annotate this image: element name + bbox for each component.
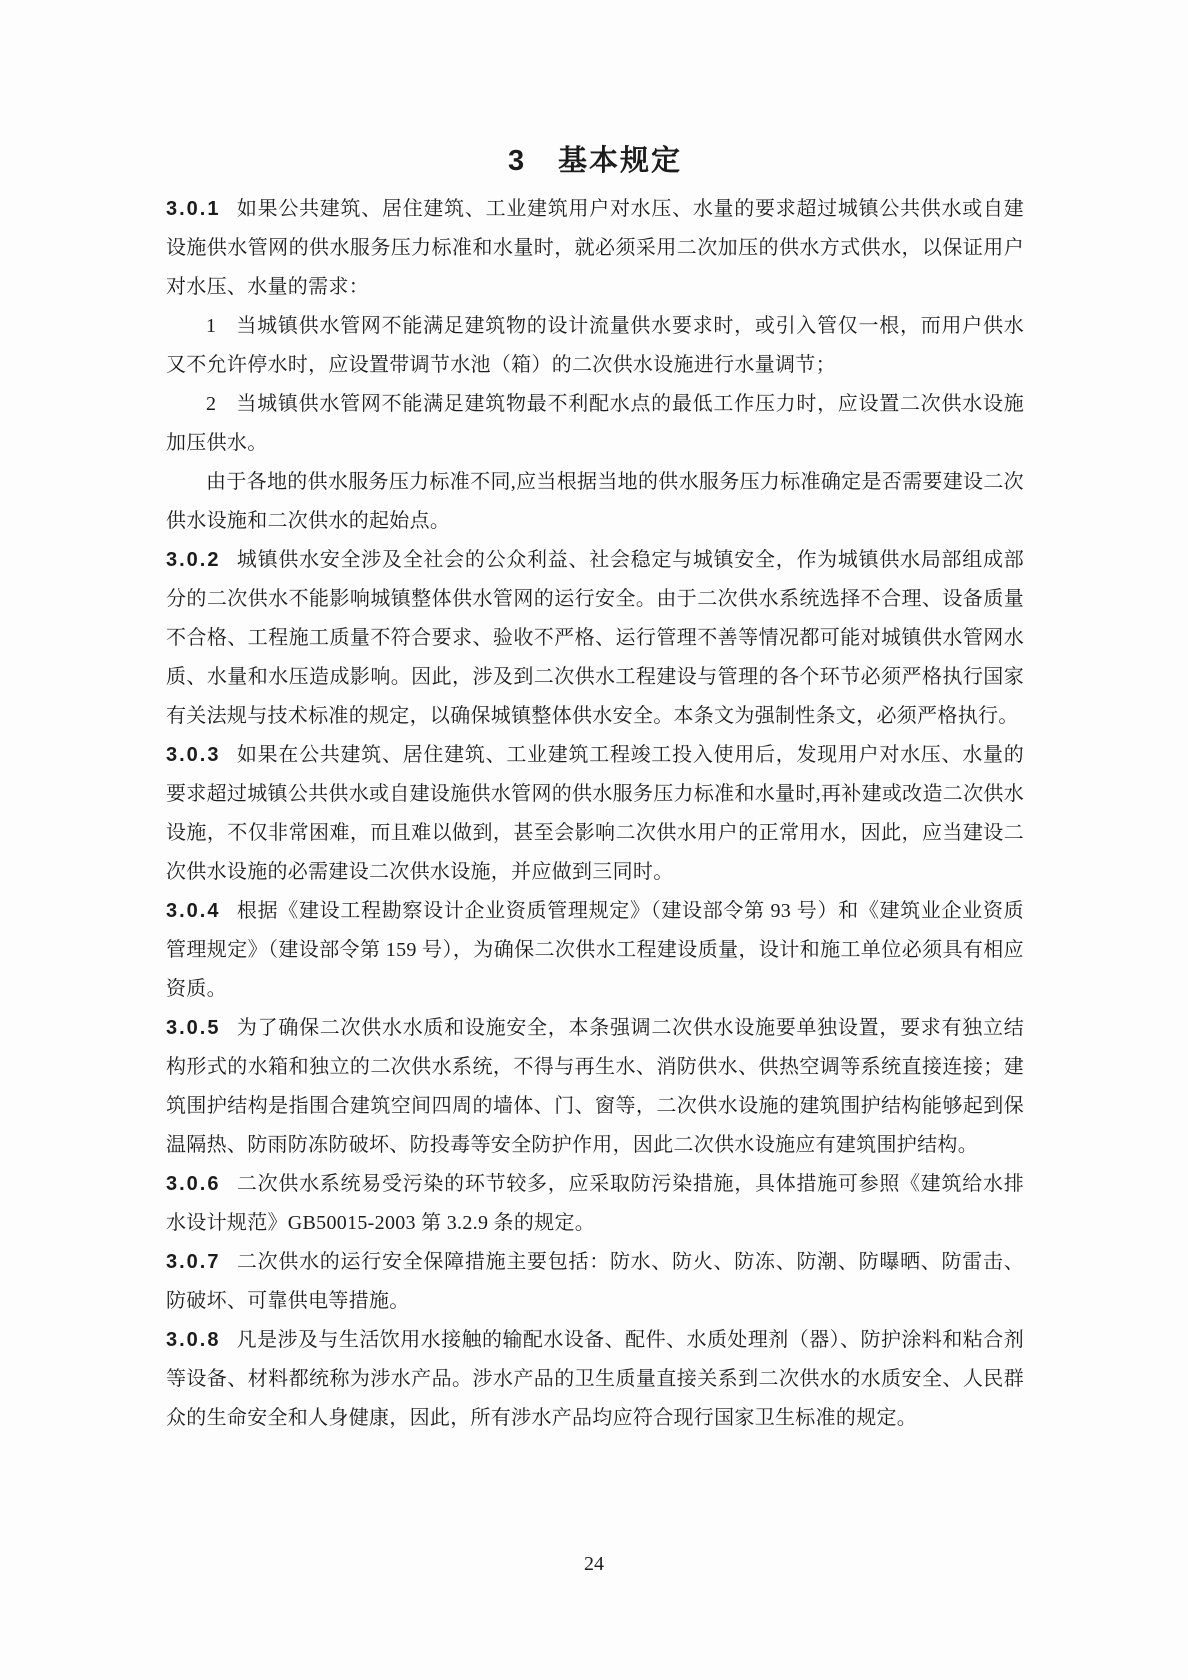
clause-3-0-5	[166, 1009, 1024, 1165]
clause-text: 如果公共建筑、居住建筑、工业建筑用户对水压、水量的要求超过城镇公共供水或自建设施供水管网的供水服务压力标准和水量时，就必须采用二次加压的供水方式供水，以保证用户对水压、水量的需求：	[166, 198, 1024, 298]
clause-text: 为了确保二次供水水质和设施安全，本条强调二次供水设施要单独设置，要求有独立结构形式的水箱和独立的二次供水系统，不得与再生水、消防供水、供热空调等系统直接连接；建筑围护结构是指围合建筑空间四周的墙体、门、窗等，二次供水设施的建筑围护结构能够起到保温隔热、防雨防冻防破坏、防投毒等安全防护作用，因此二次供水设施应有建筑围护结构。	[166, 1017, 1024, 1156]
clause-number: 3.0.2	[166, 549, 221, 571]
explanatory-paragraph	[166, 463, 1024, 541]
page-number: 24	[584, 1553, 604, 1575]
clause-3-0-4	[166, 892, 1024, 1009]
clause-3-0-2	[166, 541, 1024, 736]
clause-number: 3.0.4	[166, 900, 221, 922]
clause-text: 二次供水系统易受污染的环节较多，应采取防污染措施，具体措施可参照《建筑给水排水设计规范》GB50015-2003 第 3.2.9 条的规定。	[166, 1173, 1024, 1234]
subitem-1	[166, 307, 1024, 385]
clause-3-0-3	[166, 736, 1024, 892]
clause-number: 3.0.7	[166, 1251, 221, 1273]
clause-text: 如果在公共建筑、居住建筑、工业建筑工程竣工投入使用后，发现用户对水压、水量的要求超过城镇公共供水或自建设施供水管网的供水服务压力标准和水量时,再补建或改造二次供水设施，不仅非常困难，而且难以做到，甚至会影响二次供水用户的正常用水，因此，应当建设二次供水设施的必需建设二次供水设施，并应做到三同时。	[166, 744, 1024, 883]
clause-3-0-6	[166, 1165, 1024, 1243]
subitem-text: 当城镇供水管网不能满足建筑物的设计流量供水要求时，或引入管仅一根，而用户供水又不允许停水时，应设置带调节水池（箱）的二次供水设施进行水量调节；	[166, 315, 1024, 376]
clause-text: 城镇供水安全涉及全社会的公众利益、社会稳定与城镇安全，作为城镇供水局部组成部分的二次供水不能影响城镇整体供水管网的运行安全。由于二次供水系统选择不合理、设备质量不合格、工程施工质量不符合要求、验收不严格、运行管理不善等情况都可能对城镇供水管网水质、水量和水压造成影响。因此，涉及到二次供水工程建设与管理的各个环节必须严格执行国家有关法规与技术标准的规定，以确保城镇整体供水安全。本条文为强制性条文，必须严格执行。	[166, 549, 1024, 727]
page-title	[166, 140, 1024, 182]
subitem-number: 2	[206, 393, 216, 415]
paragraph-text: 由于各地的供水服务压力标准不同,应当根据当地的供水服务压力标准确定是否需要建设二次供水设施和二次供水的起始点。	[166, 471, 1024, 532]
clause-3-0-1	[166, 190, 1024, 307]
page-content	[166, 140, 1024, 1438]
subitem-number: 1	[206, 315, 216, 337]
clause-number: 3.0.1	[166, 198, 221, 220]
clause-number: 3.0.5	[166, 1017, 221, 1039]
clause-number: 3.0.3	[166, 744, 221, 766]
clause-text: 二次供水的运行安全保障措施主要包括：防水、防火、防冻、防潮、防曝晒、防雷击、防破坏、可靠供电等措施。	[166, 1251, 1024, 1312]
chapter-number: 3	[507, 145, 527, 177]
subitem-text: 当城镇供水管网不能满足建筑物最不利配水点的最低工作压力时，应设置二次供水设施加压供水。	[166, 393, 1024, 454]
clause-number: 3.0.6	[166, 1173, 221, 1195]
clause-number: 3.0.8	[166, 1329, 221, 1351]
clause-text: 根据《建设工程勘察设计企业资质管理规定》（建设部令第 93 号）和《建筑业企业资质管理规定》（建设部令第 159 号），为确保二次供水工程建设质量，设计和施工单位必须具有相应资质。	[166, 900, 1024, 1000]
subitem-2	[166, 385, 1024, 463]
clause-3-0-7	[166, 1243, 1024, 1321]
clause-text: 凡是涉及与生活饮用水接触的输配水设备、配件、水质处理剂（器）、防护涂料和粘合剂等设备、材料都统称为涉水产品。涉水产品的卫生质量直接关系到二次供水的水质安全、人民群众的生命安全和人身健康，因此，所有涉水产品均应符合现行国家卫生标准的规定。	[166, 1329, 1024, 1429]
chapter-title-text: 基本规定	[558, 145, 683, 177]
clause-3-0-8	[166, 1321, 1024, 1438]
